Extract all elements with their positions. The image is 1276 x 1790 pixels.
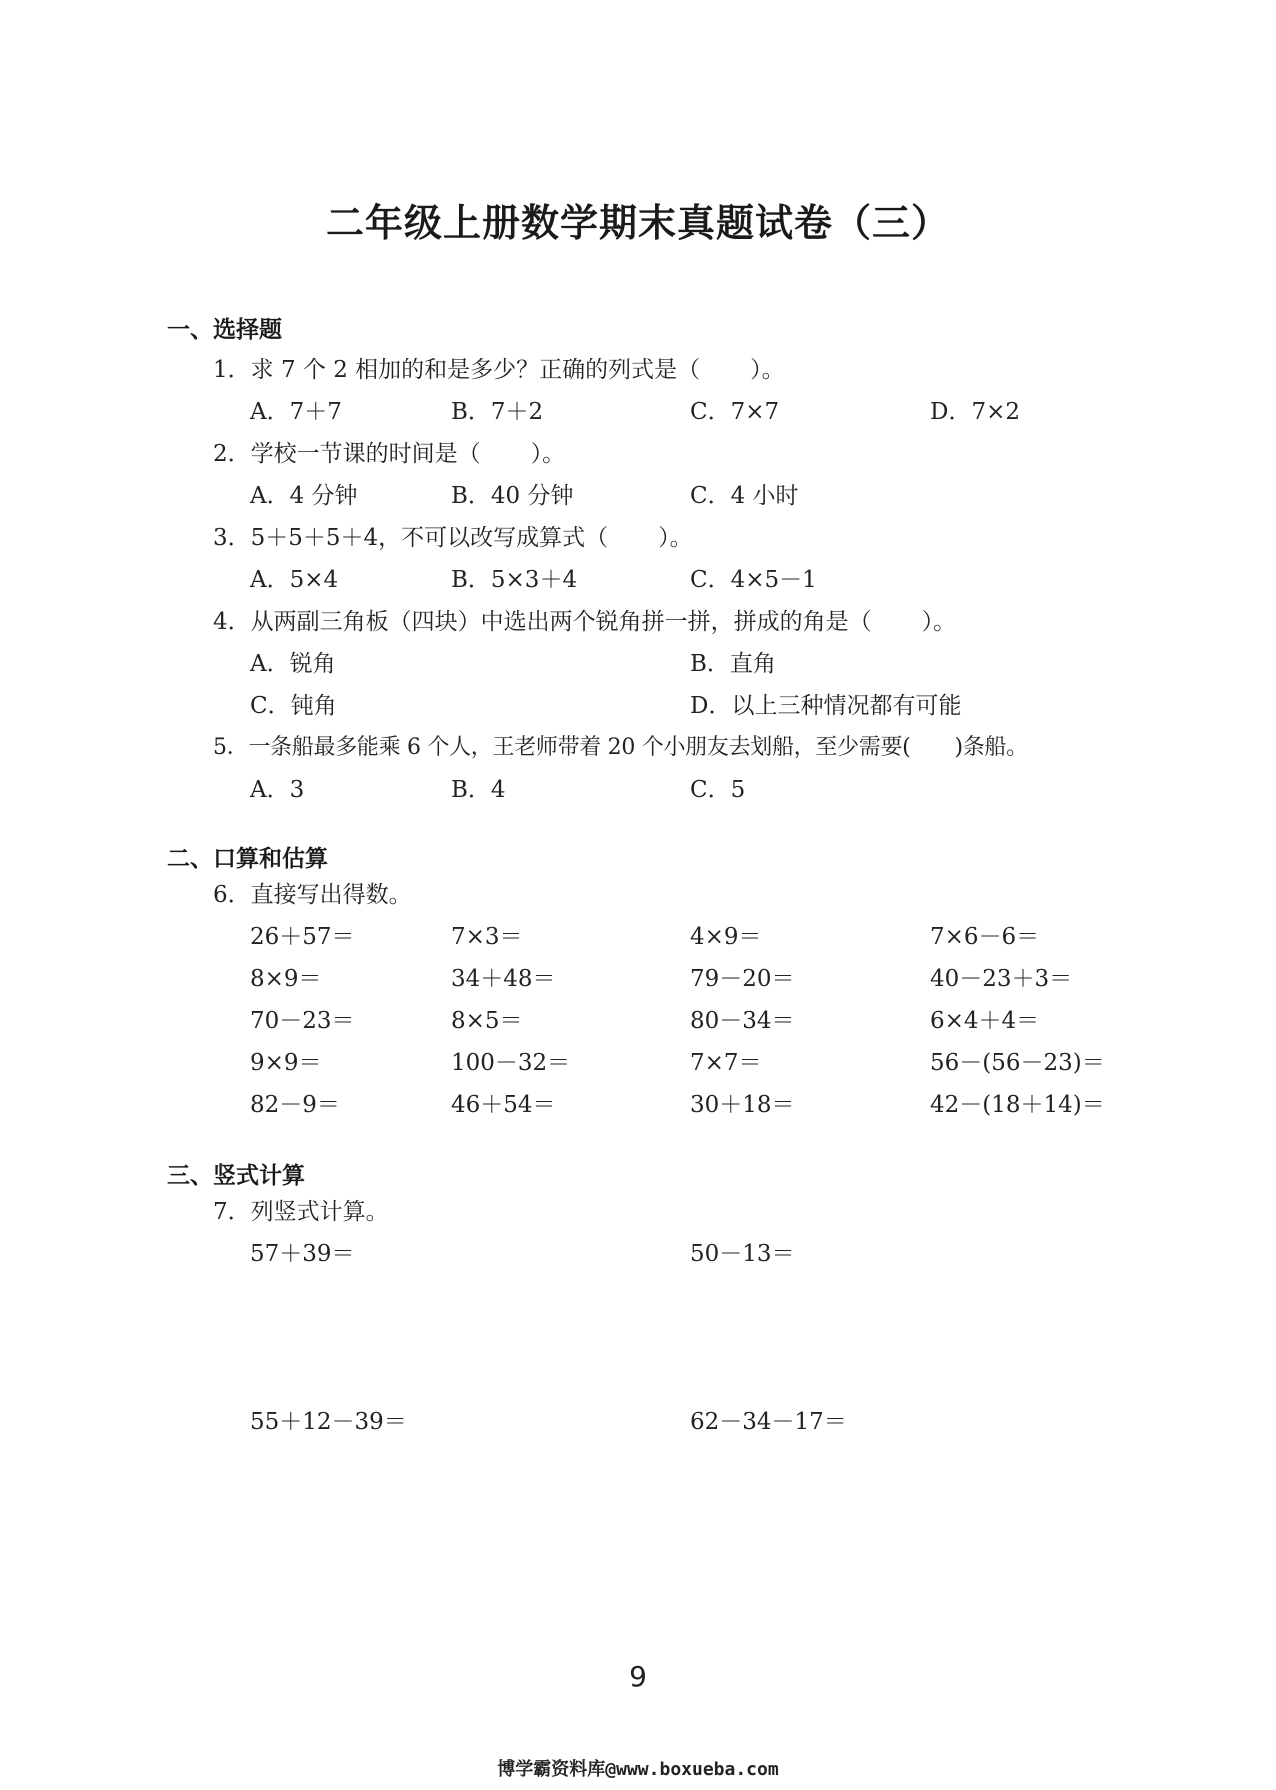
question-text-end: ）。: [750, 357, 785, 383]
page-number: 9: [629, 1660, 647, 1693]
question-text: 4．从两副三角板（四块）中选出两个锐角拼一拼，拼成的角是（: [213, 609, 872, 635]
vertical-calc-item: 57＋39＝: [250, 1241, 355, 1267]
option-b: B．40 分钟: [451, 483, 574, 509]
vertical-calc-item: 62－34－17＝: [690, 1409, 847, 1435]
calc-item: 7×3＝: [451, 924, 523, 950]
question-text-end: )条船。: [954, 735, 1028, 760]
calc-item: 9×9＝: [250, 1050, 322, 1076]
question-2: [213, 439, 565, 469]
option-c: C．4 小时: [690, 483, 799, 509]
question-text: 2．学校一节课的时间是（: [213, 441, 481, 467]
calc-item: 70－23＝: [250, 1008, 355, 1034]
question-5: [213, 733, 1028, 763]
option-b: B．4: [451, 777, 506, 803]
section-heading-mental-math: 二、口算和估算: [167, 846, 328, 872]
option-a: A．7＋7: [250, 399, 342, 425]
question-4: [213, 607, 956, 637]
calc-item: 30＋18＝: [690, 1092, 795, 1118]
option-d: D．以上三种情况都有可能: [690, 693, 962, 719]
calc-item: 40－23＋3＝: [930, 966, 1073, 992]
option-c: C．钝角: [250, 693, 337, 719]
question-text-end: ）。: [921, 609, 957, 635]
question-text: 5．一条船最多能乘 6 个人，王老师带着 20 个小朋友去划船，至少需要(: [213, 735, 911, 760]
vertical-calc-item: 55＋12－39＝: [250, 1409, 407, 1435]
option-b: B．直角: [690, 651, 776, 677]
question-text-end: ）。: [530, 441, 566, 467]
calc-item: 8×9＝: [250, 966, 322, 992]
option-a: A．锐角: [250, 651, 336, 677]
question-text-end: ）。: [658, 525, 693, 551]
option-a: A．3: [250, 777, 305, 803]
page-title: 二年级上册数学期末真题试卷（三）: [325, 201, 950, 245]
option-c: C．5: [690, 777, 746, 803]
calc-item: 7×6－6＝: [930, 924, 1040, 950]
calc-item: 42－(18＋14)＝: [930, 1092, 1105, 1118]
question-text: 1．求 7 个 2 相加的和是多少？正确的列式是（: [213, 357, 701, 383]
question-1: [213, 355, 785, 385]
calc-item: 80－34＝: [690, 1008, 795, 1034]
option-b: B．7＋2: [451, 399, 544, 425]
option-a: A．4 分钟: [250, 483, 358, 509]
option-d: D．7×2: [930, 399, 1020, 425]
calc-item: 34＋48＝: [451, 966, 556, 992]
vertical-calc-item: 50－13＝: [690, 1241, 795, 1267]
option-a: A．5×4: [250, 567, 339, 593]
footer-watermark: 博学霸资料库@www.boxueba.com: [497, 1759, 779, 1780]
question-3: [213, 523, 693, 553]
calc-item: 4×9＝: [690, 924, 762, 950]
option-c: C．4×5－1: [690, 567, 817, 593]
calc-item: 6×4＋4＝: [930, 1008, 1040, 1034]
calc-item: 8×5＝: [451, 1008, 523, 1034]
question-6-prompt: 6．直接写出得数。: [213, 882, 412, 908]
calc-item: 56－(56－23)＝: [930, 1050, 1105, 1076]
option-c: C．7×7: [690, 399, 780, 425]
calc-item: 79－20＝: [690, 966, 795, 992]
calc-item: 46＋54＝: [451, 1092, 556, 1118]
section-heading-vertical-calc: 三、竖式计算: [167, 1163, 305, 1189]
option-b: B．5×3＋4: [451, 567, 578, 593]
calc-item: 26＋57＝: [250, 924, 355, 950]
section-heading-choice: 一、选择题: [167, 317, 282, 343]
question-7-prompt: 7．列竖式计算。: [213, 1199, 389, 1225]
calc-item: 7×7＝: [690, 1050, 762, 1076]
calc-item: 82－9＝: [250, 1092, 340, 1118]
question-text: 3．5＋5＋5＋4，不可以改写成算式（: [213, 525, 609, 551]
calc-item: 100－32＝: [451, 1050, 571, 1076]
